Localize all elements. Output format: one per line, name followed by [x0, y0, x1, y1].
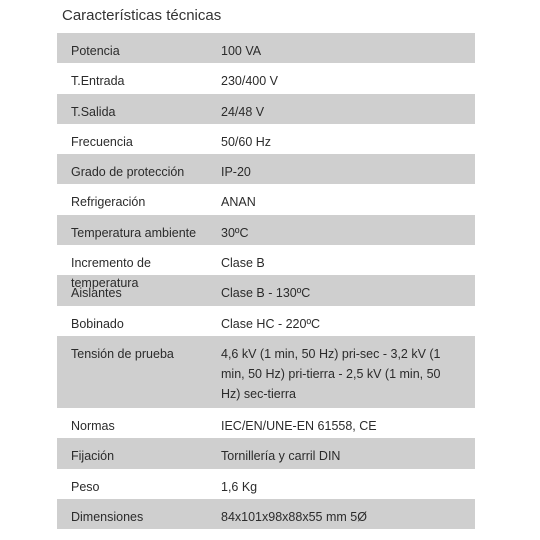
spec-label: Temperatura ambiente — [71, 225, 197, 240]
spec-value: 100 VA — [221, 44, 262, 58]
spec-value: Clase B - 130ºC — [221, 286, 311, 301]
spec-row-potencia — [57, 33, 475, 63]
spec-value: 50/60 Hz — [221, 134, 272, 149]
spec-label: Peso — [71, 479, 100, 494]
spec-label: Incremento de temperatura — [71, 256, 151, 291]
specs-table — [57, 33, 475, 529]
spec-label: T.Entrada — [71, 74, 125, 89]
spec-value: IP-20 — [221, 165, 251, 180]
spec-value: 30ºC — [221, 225, 249, 240]
spec-value: 230/400 V — [221, 74, 278, 89]
spec-value: 1,6 Kg — [221, 479, 258, 494]
spec-row-refrigeracion — [57, 184, 475, 214]
spec-row-fijacion — [57, 438, 475, 468]
spec-row-incremento-temperatura — [57, 245, 475, 291]
spec-row-t-salida — [57, 94, 475, 124]
spec-row-bobinado — [57, 306, 475, 336]
spec-row-frecuencia — [57, 124, 475, 154]
spec-value: 24/48 V — [221, 104, 265, 119]
spec-row-t-entrada — [57, 63, 475, 93]
spec-value: 4,6 kV (1 min, 50 Hz) pri-sec - 3,2 kV (1 min, 50 Hz) pri-tierra - 2,5 kV (1 min, 50 Hz) sec-tierra — [221, 346, 441, 401]
spec-value: Clase B — [221, 256, 265, 271]
spec-value: ANAN — [221, 195, 256, 210]
spec-label: T.Salida — [71, 104, 116, 119]
spec-row-grado-proteccion — [57, 154, 475, 184]
spec-row-temperatura-ambiente — [57, 215, 475, 245]
spec-label: Grado de protección — [71, 165, 185, 180]
spec-value: Tornillería y carril DIN — [221, 449, 341, 464]
spec-row-normas — [57, 408, 475, 438]
spec-value: 84x101x98x88x55 mm 5Ø — [221, 509, 367, 524]
spec-label: Tensión de prueba — [71, 346, 174, 361]
spec-row-tension-prueba — [57, 336, 475, 408]
spec-row-peso — [57, 469, 475, 499]
spec-row-dimensiones — [57, 499, 475, 529]
spec-label: Frecuencia — [71, 134, 133, 149]
spec-label: Dimensiones — [71, 509, 144, 524]
spec-label: Aislantes — [71, 286, 122, 301]
spec-value: Clase HC - 220ºC — [221, 316, 321, 331]
spec-label: Normas — [71, 418, 115, 433]
spec-label: Fijación — [71, 449, 115, 464]
spec-label: Bobinado — [71, 316, 124, 331]
spec-label: Potencia — [71, 44, 120, 58]
section-title: Características técnicas — [62, 7, 222, 24]
spec-label: Refrigeración — [71, 195, 146, 210]
spec-value: IEC/EN/UNE-EN 61558, CE — [221, 418, 377, 433]
